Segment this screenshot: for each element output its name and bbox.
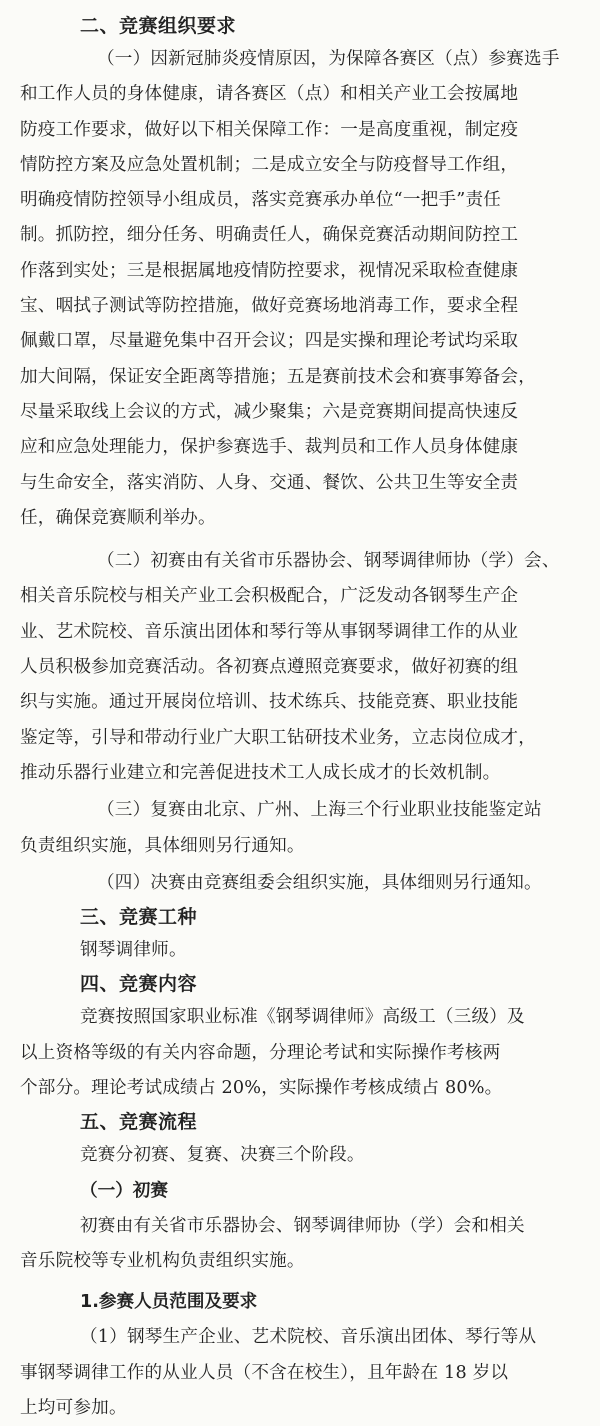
text-line: （四）决赛由竞赛组委会组织实施，具体细则另行通知。 xyxy=(97,872,542,893)
text-line: 制。抓防控，细分任务、明确责任人，确保竞赛活动期间防控工 xyxy=(20,225,519,246)
text-line: 明确疫情防控领导小组成员，落实竞赛承办单位“一把手”责任 xyxy=(20,190,502,211)
text-line: 竞赛按照国家职业标准《钢琴调律师》高级工（三级）及 xyxy=(80,1007,525,1028)
text-line: 个部分。理论考试成绩占 20%，实际操作考核成绩占 80%。 xyxy=(20,1078,503,1099)
paragraph-preliminary-organization xyxy=(20,544,576,791)
paragraph-process xyxy=(62,1138,576,1173)
text-line: 业、艺术院校、音乐演出团体和琴行等从事钢琴调律工作的从业 xyxy=(20,621,519,642)
text-line: 鉴定等，引导和带动行业广大职工钻研技术业务，立志岗位成才， xyxy=(20,727,537,748)
subheading-participant-scope: 1.参赛人员范围及要求 xyxy=(80,1292,258,1313)
text-line: 上均可参加。 xyxy=(20,1397,127,1418)
text-line: 相关音乐院校与相关产业工会积极配合，广泛发动各钢琴生产企 xyxy=(20,586,519,607)
text-line: 和工作人员的身体健康，请各赛区（点）和相关产业工会按属地 xyxy=(20,84,519,105)
section-heading-content: 四、竞赛内容 xyxy=(80,973,198,996)
text-line: 与生命安全，落实消防、人身、交通、餐饮、公共卫生等安全责 xyxy=(20,472,519,493)
section-heading-organization: 二、竞赛组织要求 xyxy=(80,15,237,37)
text-line: （1）钢琴生产企业、艺术院校、音乐演出团体、琴行等从 xyxy=(80,1327,537,1348)
paragraph-epidemic-prevention xyxy=(20,42,576,536)
paragraph-preliminary xyxy=(20,1209,576,1280)
paragraph-content xyxy=(20,1000,576,1106)
paragraph-semifinal xyxy=(20,793,576,864)
text-line: 佩戴口罩，尽量避免集中召开会议；四是实操和理论考试均采取 xyxy=(20,331,519,352)
text-line: 防疫工作要求，做好以下相关保障工作：一是高度重视，制定疫 xyxy=(20,119,519,140)
text-line: 竞赛分初赛、复赛、决赛三个阶段。 xyxy=(80,1145,365,1166)
section-heading-process: 五、竞赛流程 xyxy=(80,1111,198,1134)
text-line: 任，确保竞赛顺利举办。 xyxy=(20,507,216,528)
text-line: 初赛由有关省市乐器协会、钢琴调律师协（学）会和相关 xyxy=(80,1215,525,1236)
subheading-preliminary: （一）初赛 xyxy=(80,1180,168,1201)
text-line: 作落到实处；三是根据属地疫情防控要求，视情况采取检查健康 xyxy=(20,260,519,281)
text-line: 人员积极参加竞赛活动。各初赛点遵照竞赛要求，做好初赛的组 xyxy=(20,657,519,678)
text-line: 推动乐器行业建立和完善促进技术工人成长成才的长效机制。 xyxy=(20,762,501,783)
text-line: 宝、咽拭子测试等防控措施，做好竞赛场地消毒工作，要求全程 xyxy=(20,296,519,317)
paragraph-final xyxy=(62,866,576,901)
text-line: 负责组织实施，具体细则另行通知。 xyxy=(20,835,305,856)
text-line: 音乐院校等专业机构负责组织实施。 xyxy=(20,1250,305,1271)
text-line: 加大间隔，保证安全距离等措施；五是赛前技术会和赛事筹备会， xyxy=(20,366,537,387)
text-line: 情防控方案及应急处置机制；二是成立安全与防疫督导工作组， xyxy=(20,154,519,175)
text-line: 织与实施。通过开展岗位培训、技术练兵、技能竞赛、职业技能 xyxy=(20,692,519,713)
text-line: 事钢琴调律工作的从业人员（不含在校生），且年龄在 18 岁以 xyxy=(20,1362,509,1383)
text-line: （二）初赛由有关省市乐器协会、钢琴调律师协（学）会、 xyxy=(97,551,560,572)
section-heading-job-type: 三、竞赛工种 xyxy=(80,906,198,929)
paragraph-job-type xyxy=(62,933,576,968)
text-line: 以上资格等级的有关内容命题，分理论考试和实际操作考核两 xyxy=(20,1042,501,1063)
paragraph-participant-scope xyxy=(20,1320,576,1426)
text-line: （一）因新冠肺炎疫情原因，为保障各赛区（点）参赛选手 xyxy=(97,49,560,69)
text-line: （三）复赛由北京、广州、上海三个行业职业技能鉴定站 xyxy=(97,800,542,821)
text-line: 尽量采取线上会议的方式，减少聚集；六是竞赛期间提高快速反 xyxy=(20,401,519,422)
text-line: 应和应急处理能力，保护参赛选手、裁判员和工作人员身体健康 xyxy=(20,437,519,458)
text-line: 钢琴调律师。 xyxy=(80,940,187,961)
